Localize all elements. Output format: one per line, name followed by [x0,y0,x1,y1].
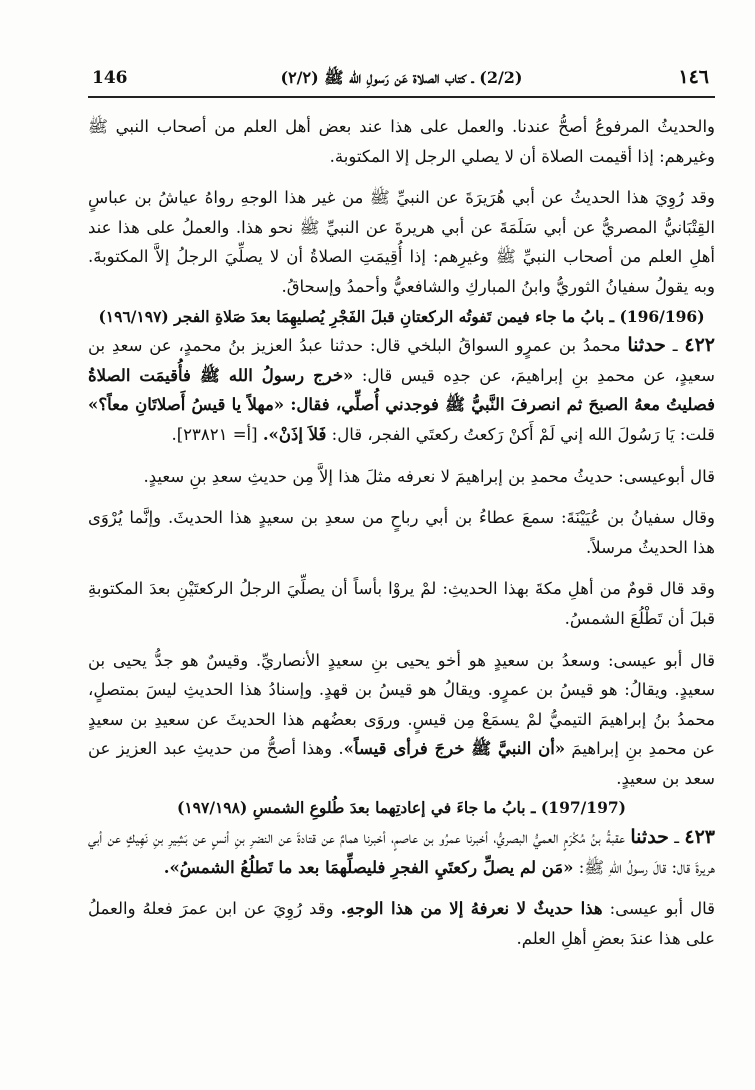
paragraph-4: وقال سفيانُ بن عُيَيْنَةَ: سمعَ عطاءُ بن أبي رباحٍ من سعدِ بن سعيدٍ هذا الحديثَ. وإنَّما يُرْوَى هذا الحديثُ مرسلاً. [88,508,715,557]
page-number-latin: 146 [92,68,128,88]
hadith-number: ٤٢٣ [684,826,716,849]
hadith-isnad: محمدُ بن عمرٍو السواقُ البلخي قال: حدثنا عبدُ العزيز بنُ محمدٍ، عن سعدِ بن سعيدٍ، عن محمدِ بنِ إبراهيمَ، عن جدِه قيس قال: [88,336,715,385]
paragraph-1: والحديثُ المرفوعُ أصحُّ عندنا. والعمل على هذا عند بعض أهل العلم من أصحاب النبي ﷺ وغيرهم: إذا أقيمت الصلاة أن لا يصلي الرجل إلا المكتوبة. [88,117,715,166]
hadith-reference: [أ= ٢٣٨٢١]. [171,424,258,444]
paragraph-3: قال أبوعيسى: حديثُ محمدِ بن إبراهيمَ لا نعرفه مثلَ هذا إلاَّ مِن حديثِ سعدِ بنِ سعيدٍ. [143,466,715,486]
running-title: (2/2) ـ كتاب الصلاة عَن رَسولِ الله ﷺ (٢/٢) [280,68,523,87]
page-header [88,64,715,98]
commentary-lead: قال أبو عيسى: [609,899,715,919]
hadith-number: ٤٢٢ [684,334,715,357]
page-number-arabic: ١٤٦ [678,66,709,88]
chapter-heading-197: (197/197) ـ بابُ ما جاءَ في إعادتِهما بعدَ طُلوعِ الشمسِ (١٩٧/١٩٨) [177,798,626,818]
hadith-keyword: حدثنا [630,826,669,849]
quoted-hadith: «أن النبيَّ ﷺ خرجَ فرأى قيساً» [343,739,566,759]
paragraph-2: وقد رُوِيَ هذا الحديثُ عن أبي هُرَيرَةَ عن النبيِّ ﷺ من غير هذا الوجهِ رواهُ عياشُ بن عباسٍ القِتْبَانيُّ المصريُّ عن أبي سَلَمَةَ عن أبي هريرةَ عن النبيِّ ﷺ نحو هذا. والعملُ على هذا عند أهلِ العلم من أصحاب النبيِّ ﷺ وغيرِهم: إذا أُقِيمَتِ الصلاةُ أن لا يصلِّيَ الرجلُ إلاَّ المكتوبةَ. وبه يقولُ سفيانُ الثوريُّ وابنُ المباركِ والشافعيُّ وأحمدُ وإسحاقُ. [88,188,715,296]
hadith-matn: «مَن لم يصلِّ ركعتَيِ الفجرِ فليصلِّهمَا بعد ما تَطلُعُ الشمسُ». [163,857,574,877]
commentary: وقد رُوِيَ عن ابن عمرَ فعلهُ والعملُ على هذا عندَ بعضِ أهلِ العلم. [88,899,715,948]
chapter-heading-196: (196/196) ـ بابُ ما جاء فيمن تَفوتُه الركعتانِ قبلَ الفَجْرِ يُصليهِمَا بعدَ صَلاةِ الفجر (١٩٦/١٩٧) [98,306,705,326]
commentary: قال أبو عيسى: وسعدُ بن سعيدٍ هو أخو يحيى بنِ سعيدٍ الأنصاريِّ. وقيسٌ هو جدُّ يحيى بن سعيدٍ. ويقالُ: هو قيسُ بن عمرٍو. ويقالُ هو قيسُ بن قهدٍ. وإسنادُ هذا الحديثِ ليسَ بمتصلٍ، محمدُ بنُ إبراهيمَ التيميُّ لمْ يسمَعْ مِن قيسٍ. وروَى بعضُهم هذا الحديثَ عن سعيدِ بن سعيدٍ عن محمدِ بنِ إبراهيمَ [88,650,715,759]
hadith-isnad: عقبةُ بنُ مُكْرَمٍ العميُّ البصريُّ، أخبرنا عمرُو بن عاصمٍ، أخبرنا همامٌ عن قتادةَ عن النضرِ بنِ أنسٍ عن بَشِيرِ بنِ نَهِيكٍ عن أبي هريرةَ قال: قالَ رسولُ اللهِ ﷺ: [88,828,715,877]
commentary-end: . وهذا أصحُّ من حديثِ عبد العزيز عن سعد بن سعيدٍ. [88,739,715,788]
hadith-keyword: حدثنا [627,334,666,357]
hadith-422: ٤٢٢ ـ حدثنا محمدُ بن عمرٍو السواقُ البلخي قال: حدثنا عبدُ العزيز بنُ محمدٍ، عن سعدِ بن سعيدٍ، عن محمدِ بنِ إبراهيمَ، عن جدِه قيس قال: «خرج رسولُ الله ﷺ فأُقيمَت الصلاةُ فصليتُ معهُ الصبحَ ثم انصرفَ النَّبيُّ ﷺ فوجدني أُصلِّي، فقال: «مهلاً يا قيسُ أَصلاتَانِ معاً؟» قلت: يَا رَسُولَ الله إني لَمْ أَكنْ رَكعتُ ركعتَي الفجر، قال: فَلاَ إذَنْ». [أ= ٢٣٨٢١]. [88,334,715,444]
hadith-matn: «خرج رسولُ الله ﷺ فأُقيمَت الصلاةُ فصليتُ معهُ الصبحَ ثم انصرفَ النَّبيُّ ﷺ فوجدني أُصلِّي، فقال: «مهلاً يا قيسُ أَصلاتَانِ معاً؟» [88,365,715,415]
paragraph-5: وقد قال قومٌ من أهلِ مكةَ بهذا الحديثِ: لمْ يروْا بأساً أن يصلِّيَ الرجلُ الركعتَيْنِ بعدَ المكتوبةِ قبلَ أن تَطْلُعَ الشمسُ. [88,579,715,628]
paragraph-7 [88,894,715,953]
page-body [88,112,715,953]
hadith-text: قلت: يَا رَسُولَ الله إني لَمْ أَكنْ رَكعتُ ركعتَي الفجر، قال: [331,424,715,444]
grading: هذا حديثٌ لا نعرفهُ إلا من هذا الوجهِ. [340,899,603,919]
paragraph-6 [88,646,715,794]
hadith-423: ٤٢٣ ـ حدثنا عقبةُ بنُ مُكْرَمٍ العميُّ البصريُّ، أخبرنا عمرُو بن عاصمٍ، أخبرنا همامٌ عن قتادةَ عن النضرِ بنِ أنسٍ عن بَشِيرِ بنِ نَهِيكٍ عن أبي هريرةَ قال: قالَ رسولُ اللهِ ﷺ: «مَن لم يصلِّ ركعتَيِ الفجرِ فليصلِّهمَا بعد ما تَطلُعُ الشمسُ». [88,826,716,877]
hadith-matn-end: فَلاَ إذَنْ». [262,424,327,444]
